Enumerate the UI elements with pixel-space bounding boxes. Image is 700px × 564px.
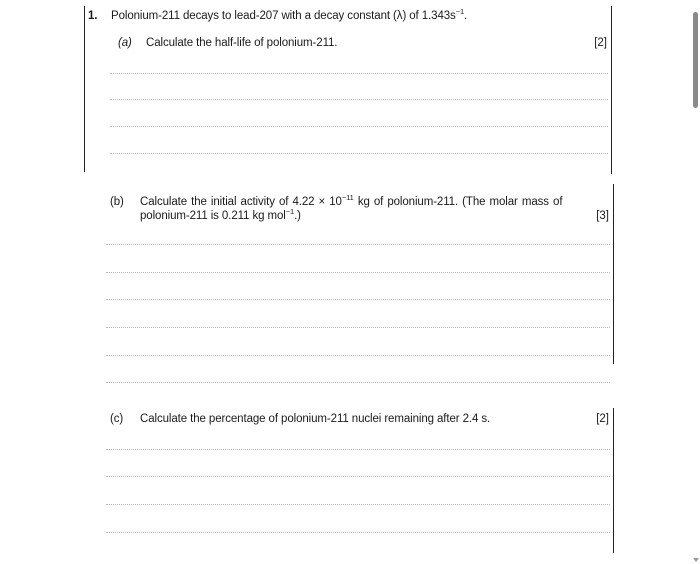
answer-line — [106, 476, 610, 477]
part-b-line-1 — [140, 195, 562, 209]
answer-line — [106, 532, 610, 533]
answer-line — [110, 153, 608, 154]
part-b-label: (b) — [110, 196, 124, 208]
left-margin-rule — [84, 6, 85, 172]
part-b-line-1-text: Calculate the initial activity of 4.22 × 10 — [140, 196, 342, 208]
part-b-mass-exponent: −11 — [341, 193, 354, 202]
right-margin-rule-a — [611, 6, 612, 174]
answer-line — [110, 73, 608, 74]
part-b-line-1-end: kg of polonium-211. (The molar mass of — [357, 196, 563, 208]
question-stem-unit-exponent: −1 — [455, 7, 465, 16]
part-c-marks: [2] — [596, 413, 609, 425]
vertical-scrollbar-thumb[interactable] — [693, 12, 698, 108]
part-b-marks: [3] — [596, 210, 609, 222]
part-a-text: Calculate the half-life of polonium-211. — [146, 37, 338, 49]
question-stem-end: . — [464, 10, 468, 22]
answer-line — [110, 99, 608, 100]
question-number: 1. — [88, 10, 98, 22]
part-a-label: (a) — [118, 37, 132, 49]
answer-line — [106, 327, 610, 328]
answer-line — [106, 299, 610, 300]
right-margin-rule-b — [613, 184, 614, 364]
right-margin-rule-c — [613, 408, 614, 553]
answer-line — [106, 355, 610, 356]
answer-line — [106, 272, 610, 273]
part-a-marks: [2] — [594, 37, 607, 49]
scroll-down-arrow-icon[interactable] — [693, 558, 699, 562]
question-stem-text: Polonium-211 decays to lead-207 with a decay constant (λ) of 1.343s — [111, 10, 456, 22]
question-stem — [111, 9, 467, 23]
answer-line — [110, 126, 608, 127]
answer-line — [106, 504, 610, 505]
part-b-line-2-end: .) — [294, 210, 301, 222]
part-b-molar-exponent: −1 — [285, 207, 295, 216]
part-b-line-2-text: polonium-211 is 0.211 kg mol — [140, 210, 286, 222]
part-c-text: Calculate the percentage of polonium-211 nuclei remaining after 2.4 s. — [140, 413, 491, 425]
answer-line — [106, 449, 610, 450]
part-b-line-2 — [140, 209, 301, 223]
answer-line — [106, 244, 610, 245]
part-c-label: (c) — [110, 413, 124, 425]
answer-line — [106, 382, 610, 383]
